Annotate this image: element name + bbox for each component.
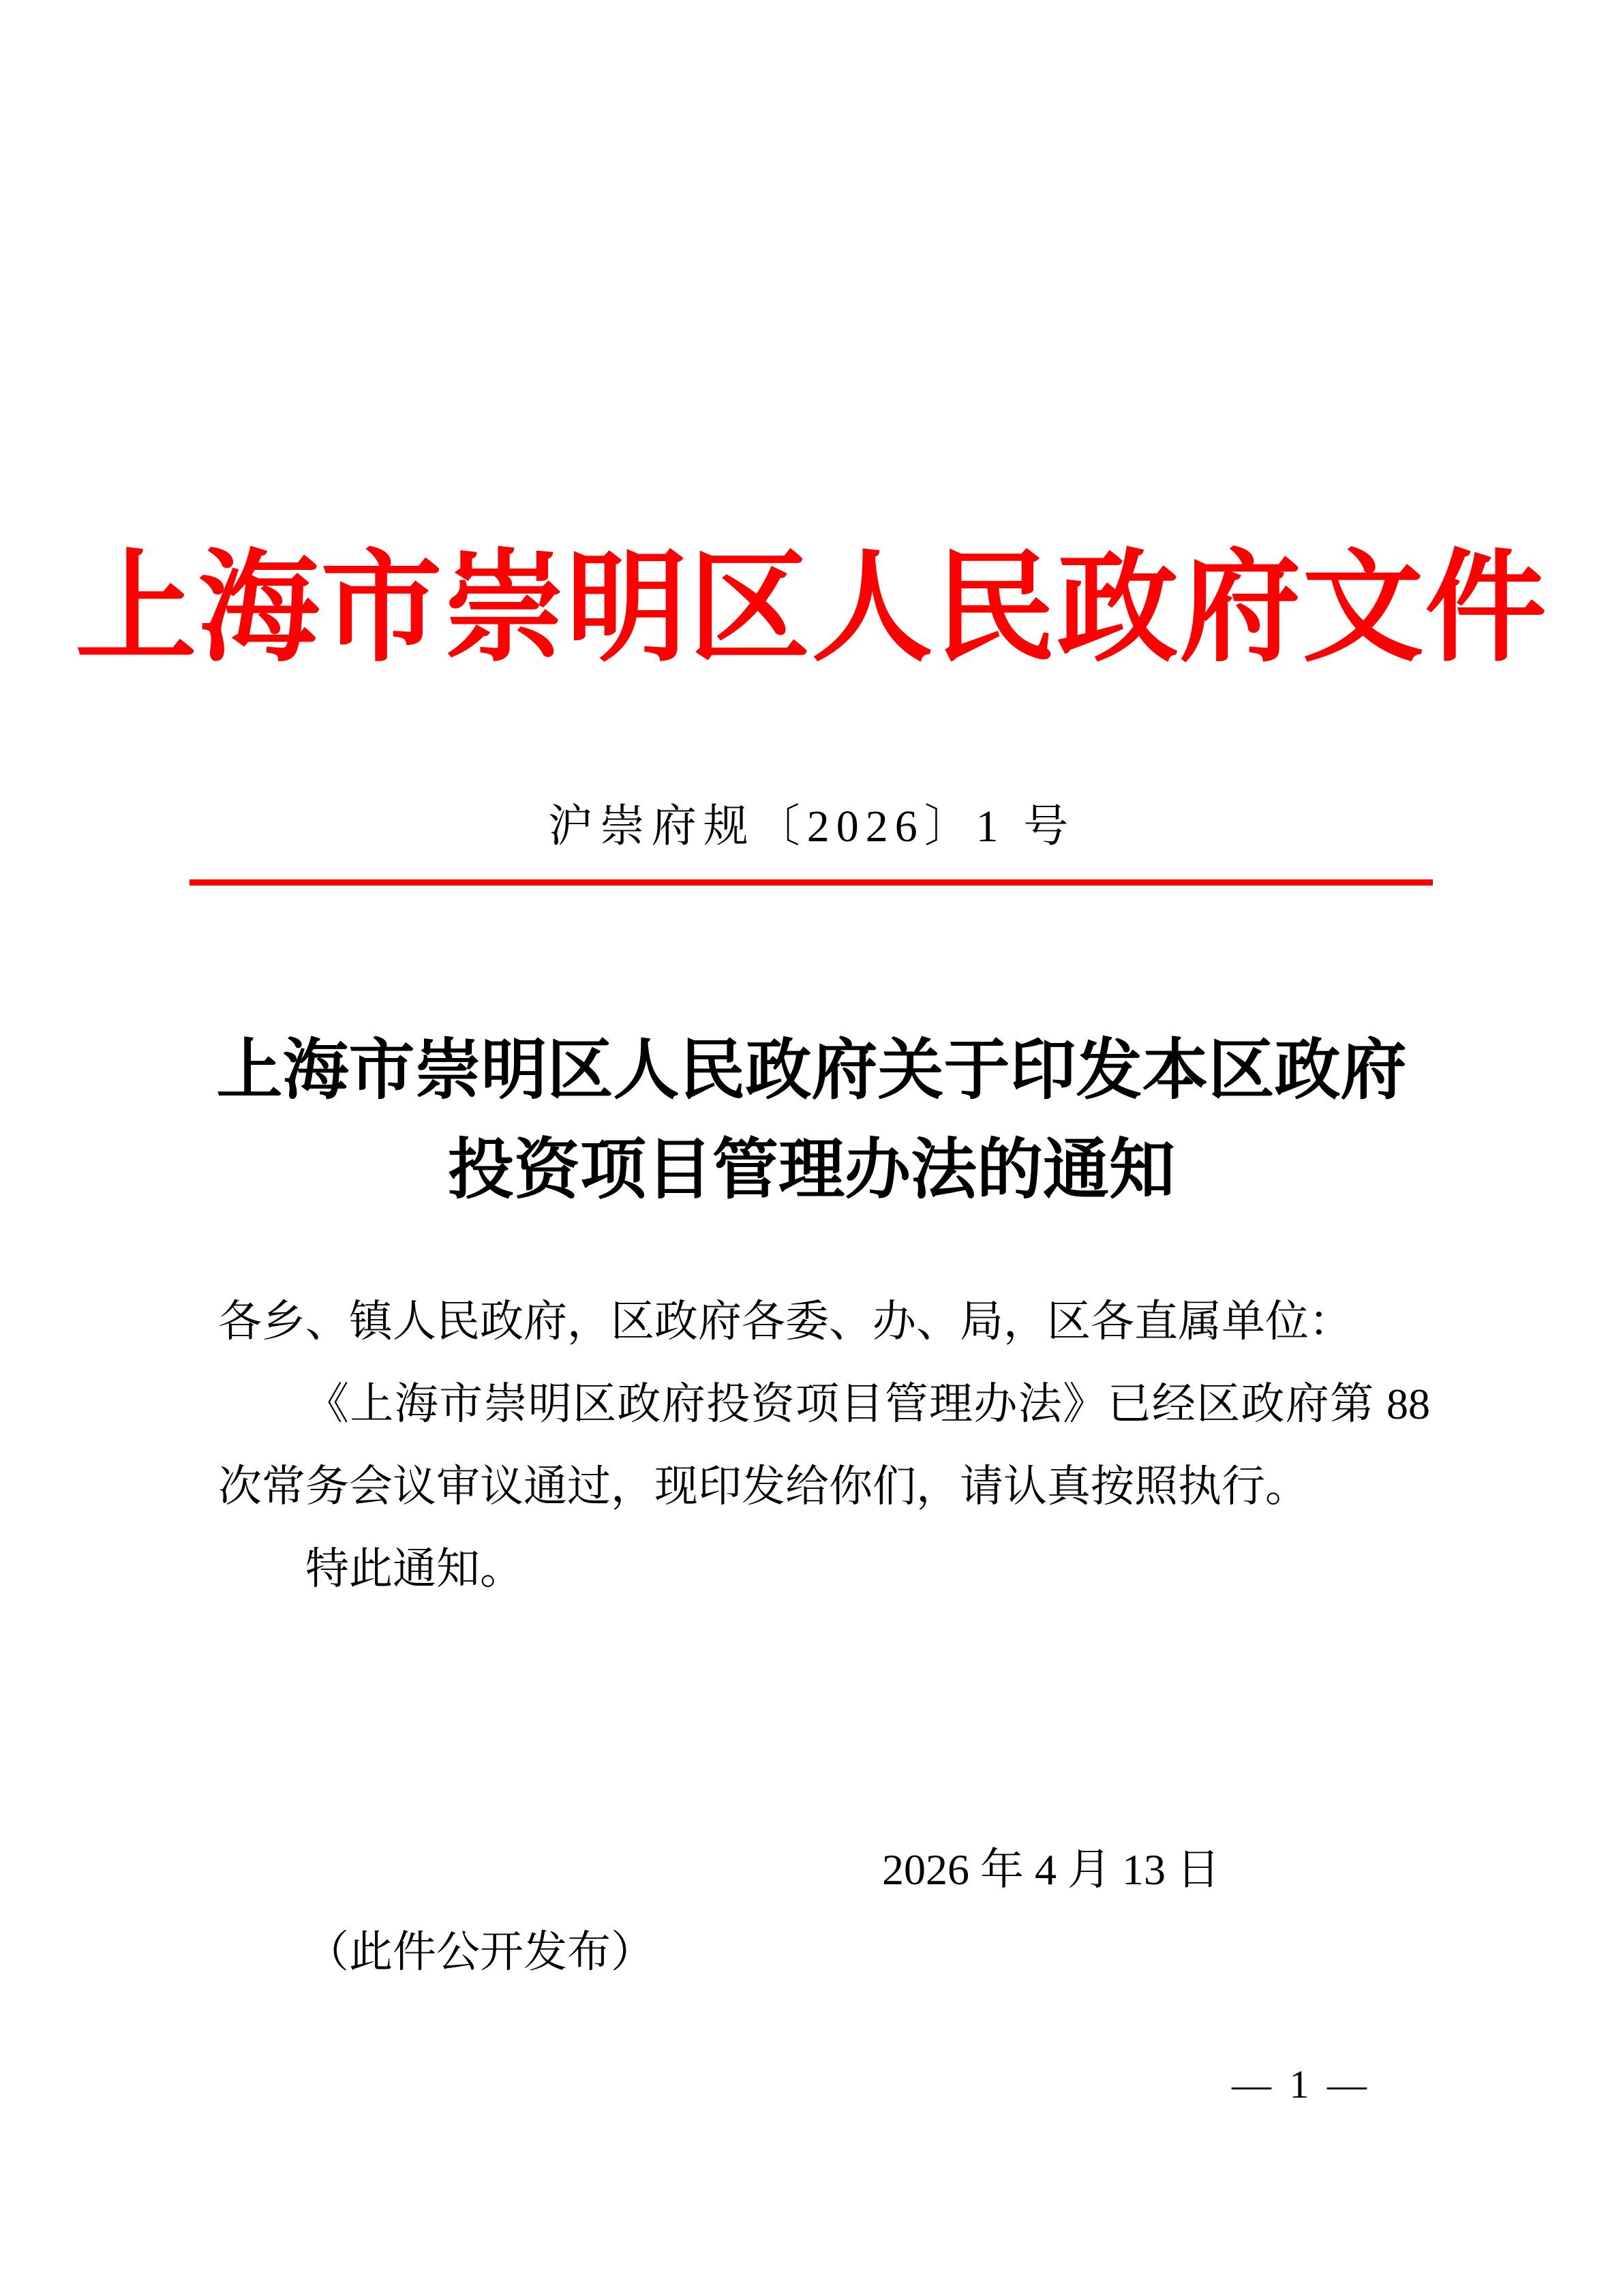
notice-title-line-2: 投资项目管理办法的通知	[448, 1134, 1175, 1207]
body-text-block	[218, 1280, 1430, 1993]
notice-title-line-1: 上海市崇明区人民政府关于印发本区政府	[216, 1034, 1407, 1107]
public-release-note: （此件公开发布）	[305, 1928, 654, 1976]
page-number: — 1 —	[1232, 2062, 1371, 2106]
red-divider-line	[189, 879, 1433, 886]
doc-reference-number: 沪崇府规〔2026〕1 号	[547, 802, 1076, 851]
paragraph-closing: 特此通知。	[305, 1545, 524, 1593]
paragraph-main: 《上海市崇明区政府投资项目管理办法》已经区政府第 88 次常务会议审议通过，现印发给你们，请认真按照执行。	[218, 1380, 1430, 1511]
issue-date: 2026 年 4 月 13 日	[882, 1845, 1220, 1894]
salutation: 各乡、镇人民政府，区政府各委、办、局，区各直属单位：	[218, 1297, 1352, 1346]
notice-title	[0, 1021, 1623, 1220]
red-header-title: 上海市崇明区人民政府文件	[75, 536, 1548, 678]
